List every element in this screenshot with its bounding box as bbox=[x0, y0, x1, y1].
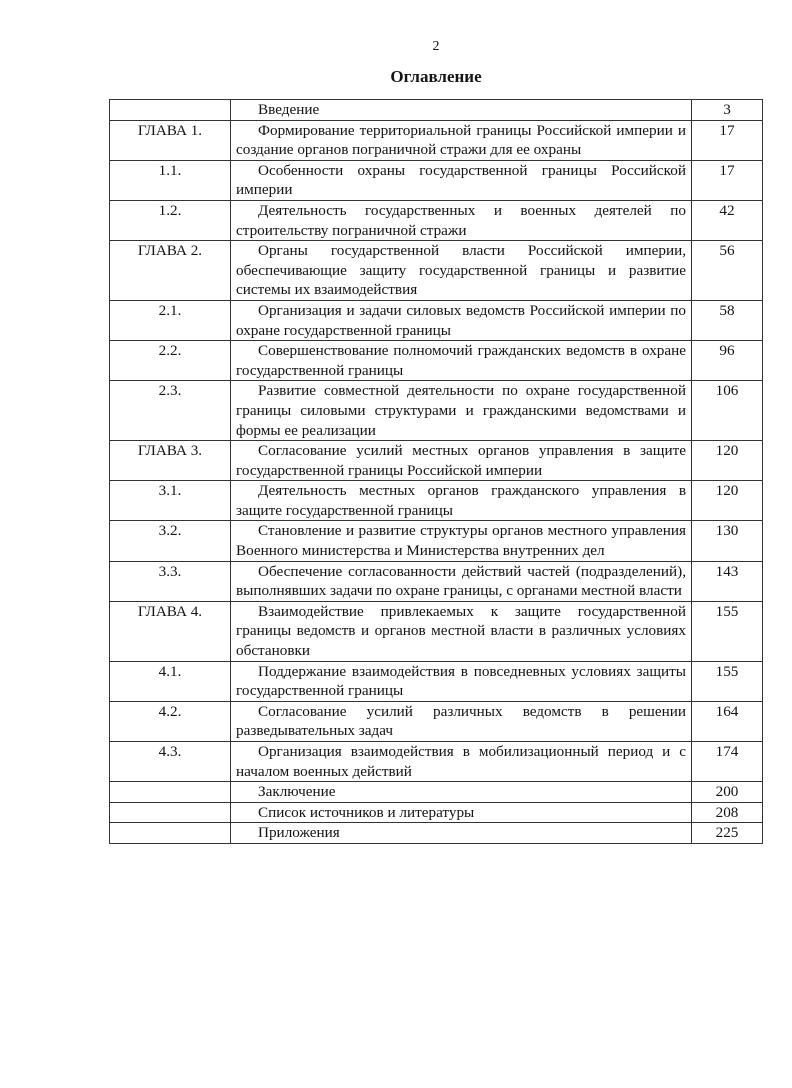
toc-page-number: 42 bbox=[692, 200, 763, 240]
toc-section-number: ГЛАВА 3. bbox=[110, 441, 231, 481]
toc-row bbox=[110, 241, 763, 301]
toc-page-number: 3 bbox=[692, 100, 763, 121]
toc-row bbox=[110, 601, 763, 661]
toc-row bbox=[110, 561, 763, 601]
toc-row bbox=[110, 341, 763, 381]
toc-section-title: Формирование территориальной границы Российской империи и создание органов пограничной стражи для ее охраны bbox=[231, 120, 692, 160]
toc-page-number: 200 bbox=[692, 782, 763, 803]
toc-row bbox=[110, 300, 763, 340]
toc-section-title: Заключение bbox=[231, 782, 692, 803]
toc-row bbox=[110, 802, 763, 823]
toc-section-number: ГЛАВА 4. bbox=[110, 601, 231, 661]
toc-section-title: Становление и развитие структуры органов местного управления Военного министерства и Министерства внутренних дел bbox=[231, 521, 692, 561]
toc-section-number bbox=[110, 100, 231, 121]
toc-section-number bbox=[110, 782, 231, 803]
toc-page-number: 17 bbox=[692, 160, 763, 200]
toc-row bbox=[110, 441, 763, 481]
toc-row bbox=[110, 701, 763, 741]
toc-row bbox=[110, 100, 763, 121]
toc-section-number: 3.2. bbox=[110, 521, 231, 561]
toc-page-number: 155 bbox=[692, 601, 763, 661]
toc-section-title: Деятельность местных органов гражданского управления в защите государственной границы bbox=[231, 481, 692, 521]
toc-section-title: Органы государственной власти Российской империи, обеспечивающие защиту государственной границы и развитие системы их взаимодействия bbox=[231, 241, 692, 301]
toc-page-number: 58 bbox=[692, 300, 763, 340]
toc-section-title: Согласование усилий различных ведомств в решении разведывательных задач bbox=[231, 701, 692, 741]
toc-section-title: Деятельность государственных и военных деятелей по строительству пограничной стражи bbox=[231, 200, 692, 240]
toc-row bbox=[110, 823, 763, 844]
toc-row bbox=[110, 160, 763, 200]
toc-section-number: 4.1. bbox=[110, 661, 231, 701]
toc-page-number: 225 bbox=[692, 823, 763, 844]
toc-row bbox=[110, 521, 763, 561]
toc-section-title: Организация взаимодействия в мобилизационный период и с началом военных действий bbox=[231, 742, 692, 782]
toc-page-number: 143 bbox=[692, 561, 763, 601]
toc-page-number: 208 bbox=[692, 802, 763, 823]
toc-section-title: Развитие совместной деятельности по охране государственной границы силовыми структурами и гражданскими ведомствами и формы ее реализации bbox=[231, 381, 692, 441]
toc-section-title: Особенности охраны государственной границы Российской империи bbox=[231, 160, 692, 200]
toc-section-title: Обеспечение согласованности действий частей (подразделений), выполнявших задачи по охране границы, с органами местной власти bbox=[231, 561, 692, 601]
toc-page-number: 96 bbox=[692, 341, 763, 381]
toc-page-number: 174 bbox=[692, 742, 763, 782]
toc-row bbox=[110, 381, 763, 441]
toc-row bbox=[110, 782, 763, 803]
toc-page-number: 56 bbox=[692, 241, 763, 301]
toc-page-number: 155 bbox=[692, 661, 763, 701]
toc-page-number: 130 bbox=[692, 521, 763, 561]
toc-section-number: 4.3. bbox=[110, 742, 231, 782]
toc-row bbox=[110, 742, 763, 782]
toc-section-number: 1.1. bbox=[110, 160, 231, 200]
toc-page-number: 120 bbox=[692, 441, 763, 481]
toc-page-number: 17 bbox=[692, 120, 763, 160]
toc-page-number: 164 bbox=[692, 701, 763, 741]
toc-section-title: Взаимодействие привлекаемых к защите государственной границы ведомств и органов местной власти в различных условиях обстановки bbox=[231, 601, 692, 661]
page-title: Оглавление bbox=[390, 67, 482, 86]
toc-row bbox=[110, 200, 763, 240]
toc-row bbox=[110, 661, 763, 701]
toc-page-number: 120 bbox=[692, 481, 763, 521]
toc-section-number: 1.2. bbox=[110, 200, 231, 240]
toc-section-number bbox=[110, 823, 231, 844]
toc-row bbox=[110, 120, 763, 160]
toc-section-number bbox=[110, 802, 231, 823]
toc-section-number: 2.3. bbox=[110, 381, 231, 441]
page-number: 2 bbox=[432, 39, 440, 54]
toc-section-title: Совершенствование полномочий гражданских ведомств в охране государственной границы bbox=[231, 341, 692, 381]
toc-page-number: 106 bbox=[692, 381, 763, 441]
toc-section-number: 3.3. bbox=[110, 561, 231, 601]
toc-row bbox=[110, 481, 763, 521]
toc-section-number: ГЛАВА 2. bbox=[110, 241, 231, 301]
toc-section-title: Приложения bbox=[231, 823, 692, 844]
toc-section-number: 2.1. bbox=[110, 300, 231, 340]
toc-section-title: Список источников и литературы bbox=[231, 802, 692, 823]
toc-section-title: Организация и задачи силовых ведомств Российской империи по охране государственной границы bbox=[231, 300, 692, 340]
toc-section-title: Согласование усилий местных органов управления в защите государственной границы Российской империи bbox=[231, 441, 692, 481]
toc-section-number: 3.1. bbox=[110, 481, 231, 521]
toc-section-number: ГЛАВА 1. bbox=[110, 120, 231, 160]
toc-section-number: 2.2. bbox=[110, 341, 231, 381]
toc-section-title: Поддержание взаимодействия в повседневных условиях защиты государственной границы bbox=[231, 661, 692, 701]
toc-section-title: Введение bbox=[231, 100, 692, 121]
table-of-contents bbox=[109, 99, 763, 844]
toc-section-number: 4.2. bbox=[110, 701, 231, 741]
